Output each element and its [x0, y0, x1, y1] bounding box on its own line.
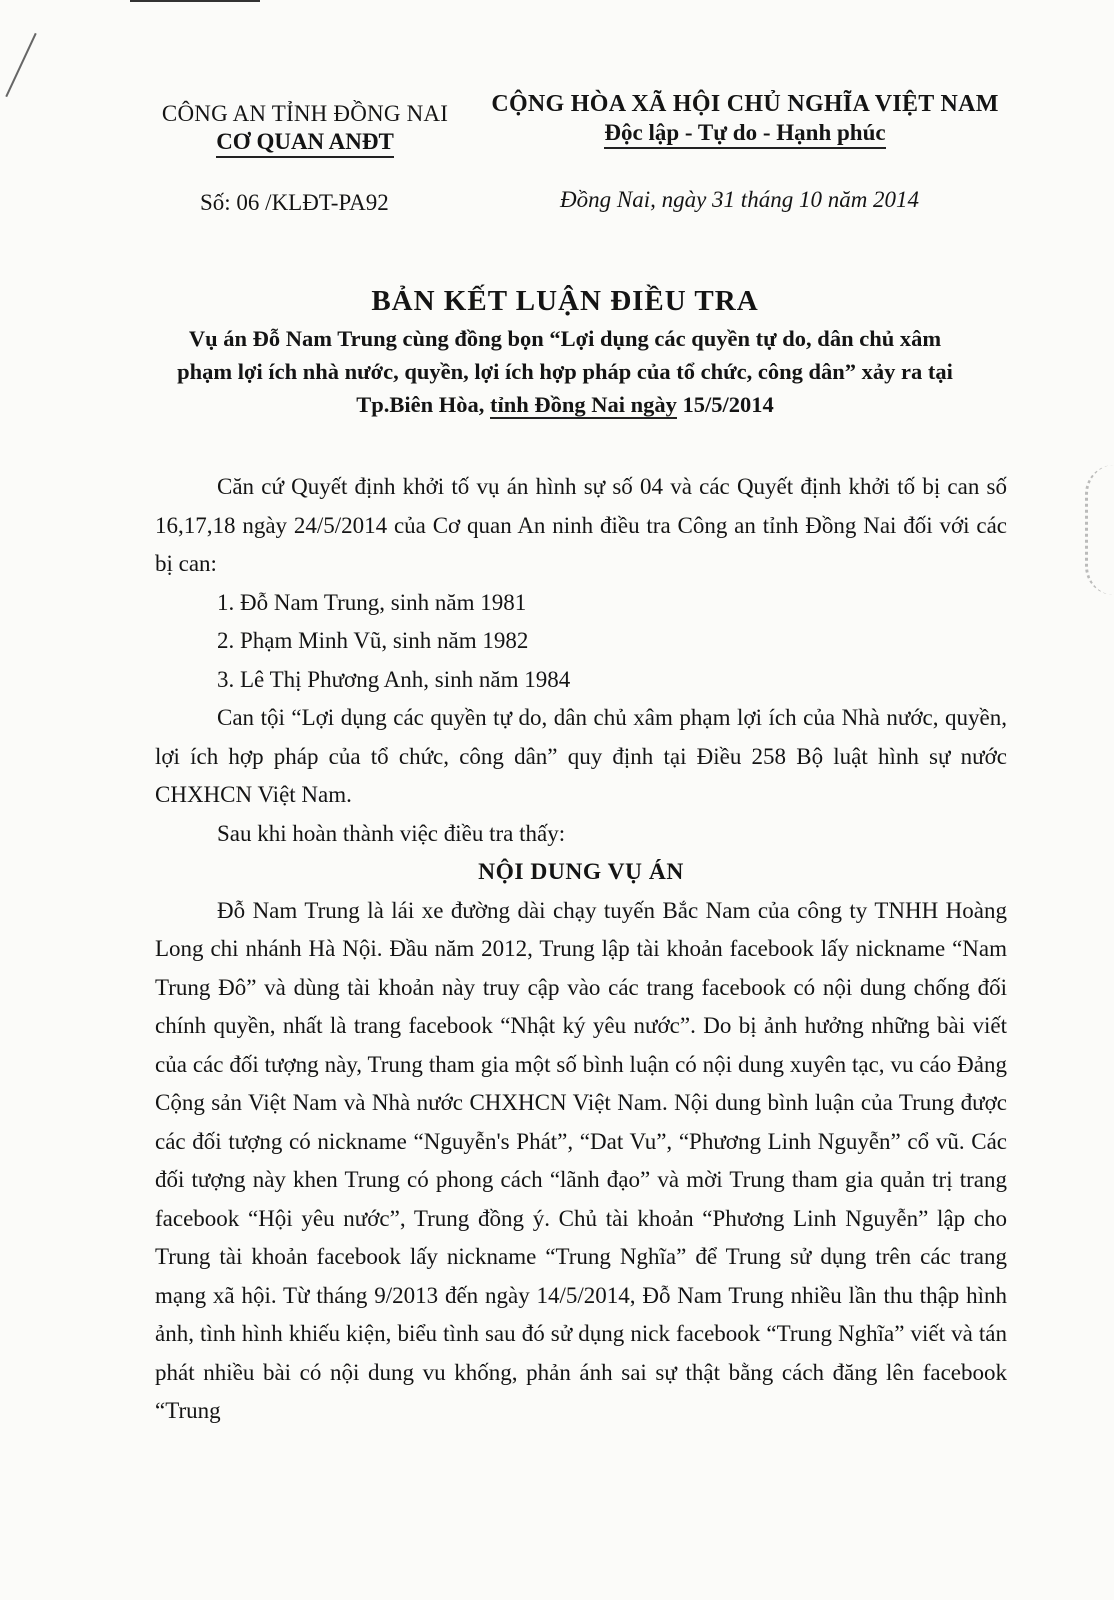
subtitle-line — [120, 388, 1010, 421]
content-paragraph: Đỗ Nam Trung là lái xe đường dài chạy tuyến Bắc Nam của công ty TNHH Hoàng Long chi nhánh Hà Nội. Đầu năm 2012, Trung lập tài khoản facebook lấy nickname “Nam Trung Đô” và dùng tài khoản này truy cập vào các trang facebook có nội dung chống đối chính quyền, nhất là trang facebook “Nhật ký yêu nước”. Do bị ảnh hưởng những bài viết của các đối tượng này, Trung tham gia một số bình luận có nội dung xuyên tạc, vu cáo Đảng Cộng sản Việt Nam và Nhà nước CHXHCN Việt Nam. Nội dung bình luận của Trung được các đối tượng có nickname “Nguyễn's Phát”, “Dat Vu”, “Phương Linh Nguyễn” cổ vũ. Các đối tượng này khen Trung có phong cách “lãnh đạo” và mời Trung tham gia quản trị trang facebook “Hội yêu nước”, Trung đồng ý. Chủ tài khoản “Phương Linh Nguyễn” lập cho Trung tài khoản facebook lấy nickname “Trung Nghĩa” để Trung sử dụng trên các trang mạng xã hội. Từ tháng 9/2013 đến ngày 14/5/2014, Đỗ Nam Trung nhiều lần thu thập hình ảnh, tình hình khiếu kiện, biểu tình sau đó sử dụng nick facebook “Trung Nghĩa” viết và tán phát nhiều bài có nội dung vu khống, phản ánh sai sự thật bằng cách đăng lên facebook “Trung — [155, 897, 1007, 1423]
document-header — [0, 85, 1114, 165]
national-motto: Độc lập - Tự do - Hạnh phúc — [604, 120, 885, 149]
suspect-item: 2. Phạm Minh Vũ, sinh năm 1982 — [217, 628, 529, 653]
subtitle-part: 15/5/2014 — [676, 392, 774, 417]
subtitle-line: Vụ án Đỗ Nam Trung cùng đồng bọn “Lợi dụng các quyền tự do, dân chủ xâm — [188, 326, 942, 351]
after-paragraph: Sau khi hoàn thành việc điều tra thấy: — [217, 820, 566, 846]
document-number: Số: 06 /KLĐT-PA92 — [200, 190, 389, 215]
agency-name: CÔNG AN TỈNH ĐỒNG NAI — [161, 101, 449, 126]
issuing-agency-block — [155, 101, 455, 158]
document-title: BẢN KẾT LUẬN ĐIỀU TRA — [371, 285, 759, 317]
case-subtitle — [120, 322, 1010, 421]
document-date: Đồng Nai, ngày 31 tháng 10 năm 2014 — [560, 187, 920, 212]
subtitle-underlined-part: tỉnh Đồng Nai ngày — [489, 392, 677, 417]
intro-paragraph: Căn cứ Quyết định khởi tố vụ án hình sự số 04 và các Quyết định khởi tố bị can số 16,17,18 ngày 24/5/2014 của Cơ quan An ninh điều tra Công an tỉnh Đồng Nai đối với các bị can: — [155, 474, 1007, 576]
office-name: CƠ QUAN ANĐT — [216, 129, 394, 158]
section-heading: NỘI DUNG VỤ ÁN — [478, 859, 684, 885]
document-body — [155, 468, 1007, 1431]
suspect-item: 1. Đỗ Nam Trung, sinh năm 1981 — [217, 589, 527, 615]
subtitle-part: Tp.Biên Hòa, — [356, 392, 490, 417]
title-block — [120, 285, 1010, 421]
charge-paragraph: Can tội “Lợi dụng các quyền tự do, dân chủ xâm phạm lợi ích của Nhà nước, quyền, lợi ích hợp pháp của tổ chức, công dân” quy định tại Điều 258 Bộ luật hình sự nước CHXHCN Việt Nam. — [155, 705, 1007, 807]
scan-edge-mark — [130, 0, 260, 2]
subtitle-line: phạm lợi ích nhà nước, quyền, lợi ích hợp pháp của tổ chức, công dân” xảy ra tại — [177, 359, 953, 384]
suspect-item: 3. Lê Thị Phương Anh, sinh năm 1984 — [217, 666, 571, 692]
republic-name: CỘNG HÒA XÃ HỘI CHỦ NGHĨA VIỆT NAM — [491, 91, 999, 117]
national-motto-block — [480, 91, 1010, 149]
seal-stamp-edge — [1085, 465, 1114, 595]
